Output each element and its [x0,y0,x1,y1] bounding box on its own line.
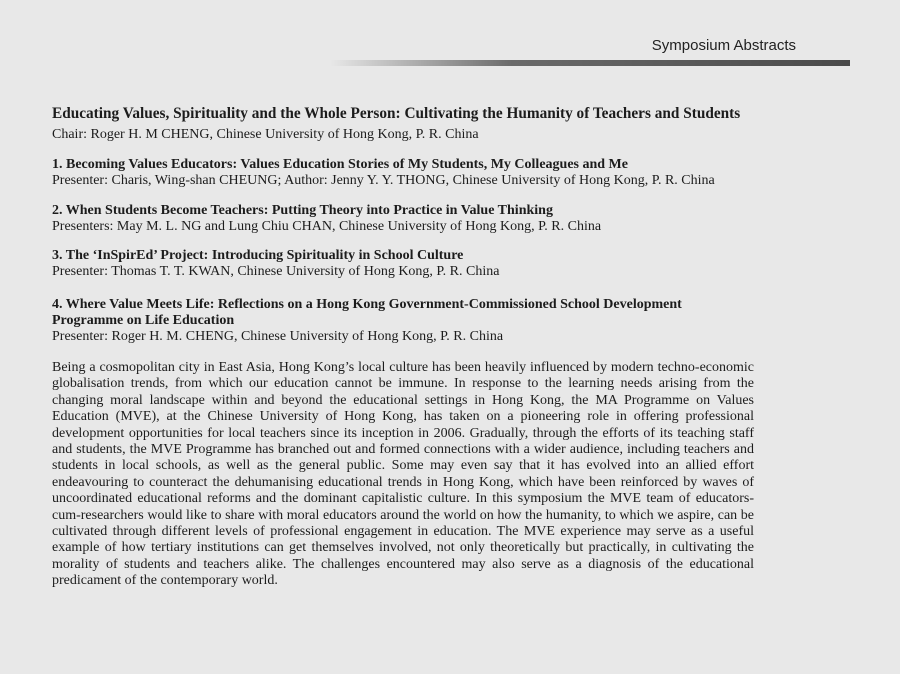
header-rule [330,60,850,66]
paper-title: 3. The ‘InSpirEd’ Project: Introducing Spirituality in School Culture [52,248,464,263]
paper-presenter: Presenters: May M. L. NG and Lung Chiu CHAN, Chinese University of Hong Kong, P. R. China [52,218,602,234]
symposium-chair: Chair: Roger H. M CHENG, Chinese University of Hong Kong, P. R. China [52,127,479,142]
paper-title: 4. Where Value Meets Life: Reflections on a Hong Kong Government-Commissioned School Development Programme on Life Education [52,296,682,328]
paper-4 [52,297,754,346]
paper-title: 2. When Students Become Teachers: Putting Theory into Practice in Value Thinking [52,202,553,218]
paper-3 [52,248,754,281]
paper-2 [52,203,754,236]
symposium-content [52,104,754,604]
paper-presenter: Presenter: Thomas T. T. KWAN, Chinese University of Hong Kong, P. R. China [52,264,500,279]
paper-presenter: Presenter: Charis, Wing-shan CHEUNG; Author: Jenny Y. Y. THONG, Chinese University of Hong Kong, P. R. China [52,173,715,188]
symposium-title: Educating Values, Spirituality and the Whole Person: Cultivating the Humanity of Teachers and Students [52,105,741,122]
paper-1 [52,157,754,190]
section-header-label: Symposium Abstracts [651,37,796,54]
abstract-paragraph: Being a cosmopolitan city in East Asia, Hong Kong’s local culture has been heavily influenced by modern techno-economic globalisation trends, from which our education cannot be immune. In response to the learning needs arising from the changing moral landscape within and beyond the educational settings in Hong Kong, the MA Programme on Values Education (MVE), at the Chinese University of Hong Kong, has taken on a pioneering role in offering professional development opportunities for local teachers since its inception in 2006. Gradually, through the efforts of its teaching staff and students, the MVE Programme has branched out and formed connections with a wider audience, including teachers and students in local schools, as well as the general public. Some may even say that it has evolved into an allied effort endeavouring to counteract the dehumanising educational trends in Hong Kong, which have been reinforced by waves of uncoordinated educational reforms and the dominant capitalistic culture. In this symposium the MVE team of educators-cum-researchers would like to share with moral educators around the world on how the humanity, to which we aspire, can be cultivated through different levels of professional engagement in education. The MVE experience may serve as a useful example of how tertiary institutions can get themselves involved, not only theoretically but practically, in cultivating the morality of students and teachers alike. The challenges encountered may also serve as a diagnosis of the educational predicament of the contemporary world. [52,360,754,589]
paper-presenter: Presenter: Roger H. M. CHENG, Chinese University of Hong Kong, P. R. China [52,328,504,344]
paper-title: 1. Becoming Values Educators: Values Education Stories of My Students, My Colleagues and Me [52,157,628,172]
